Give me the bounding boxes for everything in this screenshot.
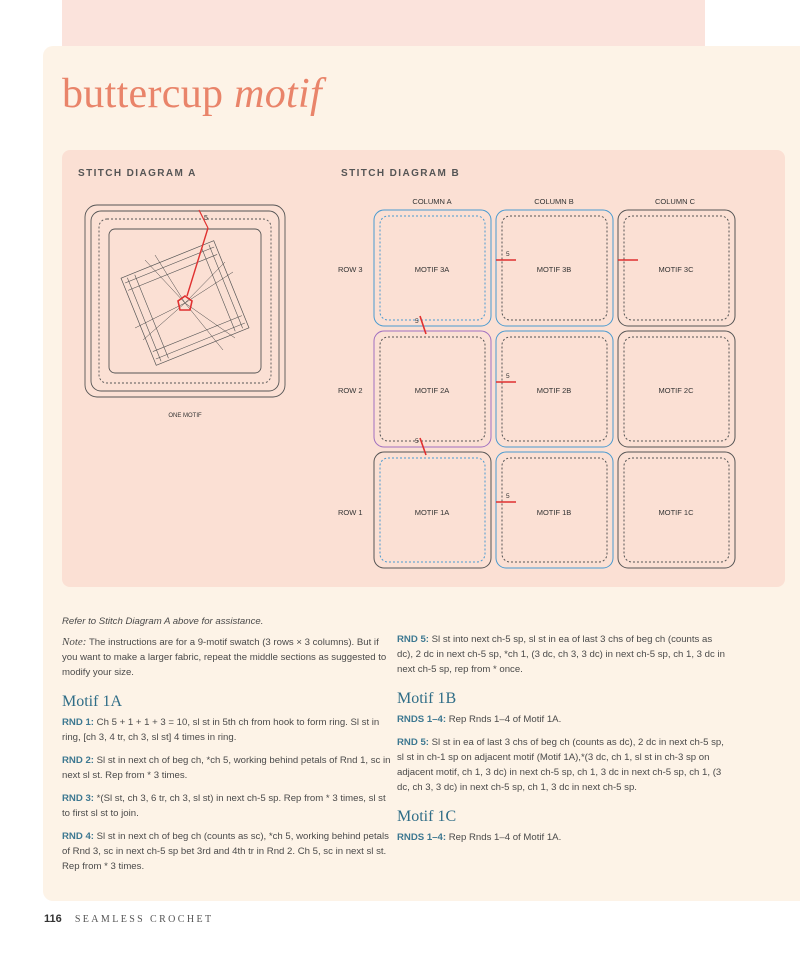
top-color-band bbox=[62, 0, 705, 46]
note-text: The instructions are for a 9-motif swatch (3 rows × 3 columns). But if you want to make a larger fabric, repeat the middle sections as suggested to modify your size. bbox=[62, 637, 387, 678]
diagram-b-label: STITCH DIAGRAM B bbox=[341, 168, 461, 179]
motif-label: MOTIF 1B bbox=[536, 508, 572, 517]
row-label: ROW 3 bbox=[338, 265, 363, 274]
page-title bbox=[62, 70, 322, 118]
heading-motif-1c: Motif 1C bbox=[397, 808, 457, 825]
motif-label: MOTIF 2A bbox=[414, 386, 450, 395]
motif-label: MOTIF 1A bbox=[414, 508, 450, 517]
title-main: buttercup bbox=[62, 71, 224, 117]
page-footer bbox=[44, 913, 214, 925]
motif-label: MOTIF 3B bbox=[536, 265, 572, 274]
stitch-diagram-b bbox=[330, 190, 750, 580]
motif-label: MOTIF 3C bbox=[658, 265, 694, 274]
round-2: RND 2: Sl st in next ch of beg ch, *ch 5, working behind petals of Rnd 1, sc in next sl st. Rep from * 3 times. bbox=[62, 755, 391, 781]
motif-1b-round-5: RND 5: Sl st in ea of last 3 chs of beg ch (counts as dc), 2 dc in next ch-5 sp, sl st in ch-1 sp on adjacent motif (Motif 1A),*(3 dc, ch 1, sl st in ch-3 sp on adjacent motif, ch 1, 3 dc) in next ch-5 sp, ch 1, 3 dc in next ch-5 sp, ch 1, (3 dc, ch 3, 3 dc) in next ch-5 sp, ch 1, 3 dc in next ch-5 sp. bbox=[397, 737, 724, 793]
round-5: RND 5: Sl st into next ch-5 sp, sl st in ea of last 3 chs of beg ch (counts as dc), 2 dc in next ch-5 sp, *ch 1, (3 dc, ch 3, 3 dc) in next ch-5 sp, ch 1, 3 dc in next ch-5 sp, rep from * once. bbox=[397, 634, 725, 675]
diagram-a-label: STITCH DIAGRAM A bbox=[78, 168, 197, 179]
diagram-a-caption: ONE MOTIF bbox=[168, 413, 202, 419]
stitch-diagram-a bbox=[75, 200, 295, 425]
join-marker: 5 bbox=[506, 493, 510, 500]
join-marker: 5 bbox=[415, 438, 419, 445]
join-marker: 5 bbox=[506, 251, 510, 258]
note-word: Note: bbox=[62, 636, 87, 648]
column-label: COLUMN A bbox=[412, 197, 452, 206]
round-4: RND 4: Sl st in next ch of beg ch (counts as sc), *ch 5, working behind petals of Rnd 3, sc in next ch-5 sp bet 3rd and 4th tr in Rnd 2. Ch 5, sc in next sl st. Rep from * 3 times. bbox=[62, 831, 389, 872]
instructions-right-column bbox=[397, 632, 729, 853]
title-accent: motif bbox=[234, 71, 322, 117]
book-title: SEAMLESS CROCHET bbox=[74, 914, 214, 925]
motif-1c-rounds-1-4: RNDS 1–4: Rep Rnds 1–4 of Motif 1A. bbox=[397, 832, 562, 843]
heading-motif-1b: Motif 1B bbox=[397, 690, 457, 707]
heading-motif-1a: Motif 1A bbox=[62, 693, 122, 710]
motif-label: MOTIF 2C bbox=[658, 386, 694, 395]
round-1: RND 1: Ch 5 + 1 + 1 + 3 = 10, sl st in 5th ch from hook to form ring. Sl st in ring, [ch 3, 4 tr, ch 3, sl st] 4 times in ring. bbox=[62, 717, 380, 743]
motif-label: MOTIF 1C bbox=[658, 508, 694, 517]
column-label: COLUMN C bbox=[654, 197, 696, 206]
join-marker: 5 bbox=[415, 318, 419, 325]
column-label: COLUMN B bbox=[534, 197, 574, 206]
motif-label: MOTIF 3A bbox=[414, 265, 450, 274]
swatch-note bbox=[62, 635, 394, 680]
motif-1b-rounds-1-4: RNDS 1–4: Rep Rnds 1–4 of Motif 1A. bbox=[397, 714, 562, 725]
row-label: ROW 1 bbox=[338, 508, 363, 517]
page-number: 116 bbox=[44, 913, 62, 925]
instructions-left-column bbox=[62, 614, 394, 882]
diagram-a-marker: 5 bbox=[204, 215, 208, 222]
row-label: ROW 2 bbox=[338, 386, 363, 395]
round-3: RND 3: *(Sl st, ch 3, 6 tr, ch 3, sl st) in next ch-5 sp. Rep from * 3 times, sl st to first sl st to join. bbox=[62, 793, 386, 819]
join-marker: 5 bbox=[506, 373, 510, 380]
motif-label: MOTIF 2B bbox=[536, 386, 572, 395]
reference-note: Refer to Stitch Diagram A above for assistance. bbox=[62, 616, 264, 627]
